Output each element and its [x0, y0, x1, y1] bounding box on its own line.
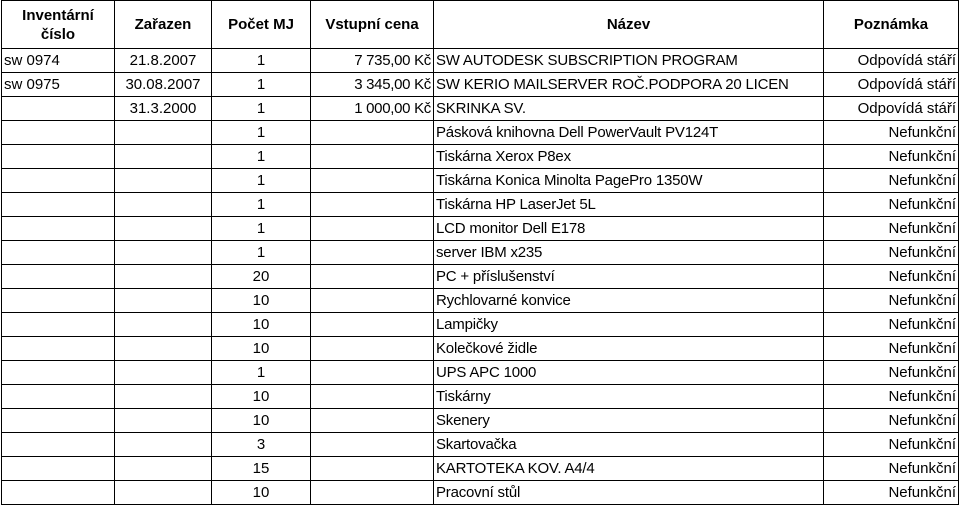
table-row	[2, 73, 959, 97]
inventory-number-cell	[2, 145, 115, 169]
date-cell: 31.3.2000	[115, 97, 212, 121]
quantity-cell: 20	[212, 265, 311, 289]
name-cell: SKRINKA SV.	[434, 97, 824, 121]
table-row	[2, 385, 959, 409]
date-cell: 21.8.2007	[115, 49, 212, 73]
table-body	[2, 49, 959, 505]
date-cell	[115, 409, 212, 433]
note-cell: Nefunkční	[824, 337, 959, 361]
date-cell	[115, 289, 212, 313]
date-cell	[115, 145, 212, 169]
quantity-cell: 10	[212, 481, 311, 505]
name-cell: server IBM x235	[434, 241, 824, 265]
price-cell: 3 345,00 Kč	[311, 73, 434, 97]
name-cell: Kolečkové židle	[434, 337, 824, 361]
table-row	[2, 193, 959, 217]
name-cell: Tiskárny	[434, 385, 824, 409]
price-cell	[311, 241, 434, 265]
quantity-cell: 10	[212, 385, 311, 409]
quantity-cell: 1	[212, 73, 311, 97]
quantity-cell: 3	[212, 433, 311, 457]
name-cell: Pásková knihovna Dell PowerVault PV124T	[434, 121, 824, 145]
name-cell: Tiskárna HP LaserJet 5L	[434, 193, 824, 217]
price-cell	[311, 265, 434, 289]
inventory-number-cell	[2, 433, 115, 457]
name-cell: KARTOTEKA KOV. A4/4	[434, 457, 824, 481]
name-cell: LCD monitor Dell E178	[434, 217, 824, 241]
quantity-cell: 1	[212, 97, 311, 121]
table-row	[2, 265, 959, 289]
note-cell: Odpovídá stáří	[824, 49, 959, 73]
table-row	[2, 481, 959, 505]
note-cell: Odpovídá stáří	[824, 97, 959, 121]
date-cell: 30.08.2007	[115, 73, 212, 97]
price-cell	[311, 361, 434, 385]
table-row	[2, 337, 959, 361]
quantity-cell: 1	[212, 241, 311, 265]
header-row	[2, 1, 959, 49]
date-cell	[115, 361, 212, 385]
note-cell: Nefunkční	[824, 265, 959, 289]
quantity-cell: 1	[212, 193, 311, 217]
note-cell: Nefunkční	[824, 313, 959, 337]
inventory-number-cell	[2, 385, 115, 409]
date-cell	[115, 385, 212, 409]
name-cell: PC + příslušenství	[434, 265, 824, 289]
name-cell: Tiskárna Konica Minolta PagePro 1350W	[434, 169, 824, 193]
inventory-number-cell	[2, 241, 115, 265]
price-cell	[311, 457, 434, 481]
note-cell: Nefunkční	[824, 433, 959, 457]
table-row	[2, 217, 959, 241]
price-cell	[311, 433, 434, 457]
quantity-cell: 1	[212, 169, 311, 193]
note-cell: Nefunkční	[824, 361, 959, 385]
date-cell	[115, 169, 212, 193]
header-note: Poznámka	[824, 1, 959, 49]
name-cell: Rychlovarné konvice	[434, 289, 824, 313]
inventory-number-cell	[2, 193, 115, 217]
inventory-number-cell: sw 0975	[2, 73, 115, 97]
note-cell: Nefunkční	[824, 385, 959, 409]
table-row	[2, 169, 959, 193]
table-row	[2, 313, 959, 337]
date-cell	[115, 433, 212, 457]
table-row	[2, 121, 959, 145]
date-cell	[115, 481, 212, 505]
name-cell: Lampičky	[434, 313, 824, 337]
price-cell	[311, 169, 434, 193]
header-price: Vstupní cena	[311, 1, 434, 49]
quantity-cell: 1	[212, 361, 311, 385]
header-quantity: Počet MJ	[212, 1, 311, 49]
table-row	[2, 241, 959, 265]
date-cell	[115, 337, 212, 361]
inventory-number-cell	[2, 337, 115, 361]
price-cell	[311, 337, 434, 361]
inventory-number-cell	[2, 217, 115, 241]
price-cell	[311, 313, 434, 337]
quantity-cell: 10	[212, 313, 311, 337]
inventory-number-cell	[2, 121, 115, 145]
table-row	[2, 49, 959, 73]
table-header	[2, 1, 959, 49]
note-cell: Nefunkční	[824, 241, 959, 265]
inventory-number-cell	[2, 289, 115, 313]
date-cell	[115, 457, 212, 481]
note-cell: Nefunkční	[824, 169, 959, 193]
date-cell	[115, 217, 212, 241]
note-cell: Odpovídá stáří	[824, 73, 959, 97]
price-cell	[311, 145, 434, 169]
price-cell	[311, 385, 434, 409]
table-row	[2, 409, 959, 433]
quantity-cell: 10	[212, 409, 311, 433]
price-cell: 1 000,00 Kč	[311, 97, 434, 121]
name-cell: Tiskárna Xerox P8ex	[434, 145, 824, 169]
inventory-number-cell	[2, 409, 115, 433]
price-cell: 7 735,00 Kč	[311, 49, 434, 73]
quantity-cell: 1	[212, 121, 311, 145]
note-cell: Nefunkční	[824, 217, 959, 241]
note-cell: Nefunkční	[824, 481, 959, 505]
name-cell: UPS APC 1000	[434, 361, 824, 385]
quantity-cell: 15	[212, 457, 311, 481]
inventory-number-cell	[2, 265, 115, 289]
name-cell: Skenery	[434, 409, 824, 433]
table-row	[2, 289, 959, 313]
price-cell	[311, 193, 434, 217]
inventory-number-cell	[2, 361, 115, 385]
note-cell: Nefunkční	[824, 145, 959, 169]
quantity-cell: 1	[212, 217, 311, 241]
header-inventory-number: Inventární číslo	[2, 1, 115, 49]
note-cell: Nefunkční	[824, 121, 959, 145]
quantity-cell: 1	[212, 145, 311, 169]
price-cell	[311, 121, 434, 145]
inventory-number-cell	[2, 481, 115, 505]
note-cell: Nefunkční	[824, 409, 959, 433]
table-row	[2, 433, 959, 457]
note-cell: Nefunkční	[824, 457, 959, 481]
note-cell: Nefunkční	[824, 289, 959, 313]
date-cell	[115, 265, 212, 289]
table-row	[2, 97, 959, 121]
quantity-cell: 10	[212, 337, 311, 361]
price-cell	[311, 481, 434, 505]
table-row	[2, 457, 959, 481]
table-row	[2, 361, 959, 385]
name-cell: SW AUTODESK SUBSCRIPTION PROGRAM	[434, 49, 824, 73]
price-cell	[311, 289, 434, 313]
date-cell	[115, 121, 212, 145]
inventory-number-cell	[2, 169, 115, 193]
note-cell: Nefunkční	[824, 193, 959, 217]
name-cell: SW KERIO MAILSERVER ROČ.PODPORA 20 LICEN	[434, 73, 824, 97]
price-cell	[311, 217, 434, 241]
inventory-number-cell	[2, 313, 115, 337]
name-cell: Skartovačka	[434, 433, 824, 457]
date-cell	[115, 313, 212, 337]
header-name: Název	[434, 1, 824, 49]
inventory-number-cell	[2, 97, 115, 121]
inventory-number-cell	[2, 457, 115, 481]
table-row	[2, 145, 959, 169]
inventory-table	[1, 0, 959, 505]
name-cell: Pracovní stůl	[434, 481, 824, 505]
quantity-cell: 1	[212, 49, 311, 73]
quantity-cell: 10	[212, 289, 311, 313]
header-date: Zařazen	[115, 1, 212, 49]
date-cell	[115, 193, 212, 217]
inventory-number-cell: sw 0974	[2, 49, 115, 73]
price-cell	[311, 409, 434, 433]
date-cell	[115, 241, 212, 265]
